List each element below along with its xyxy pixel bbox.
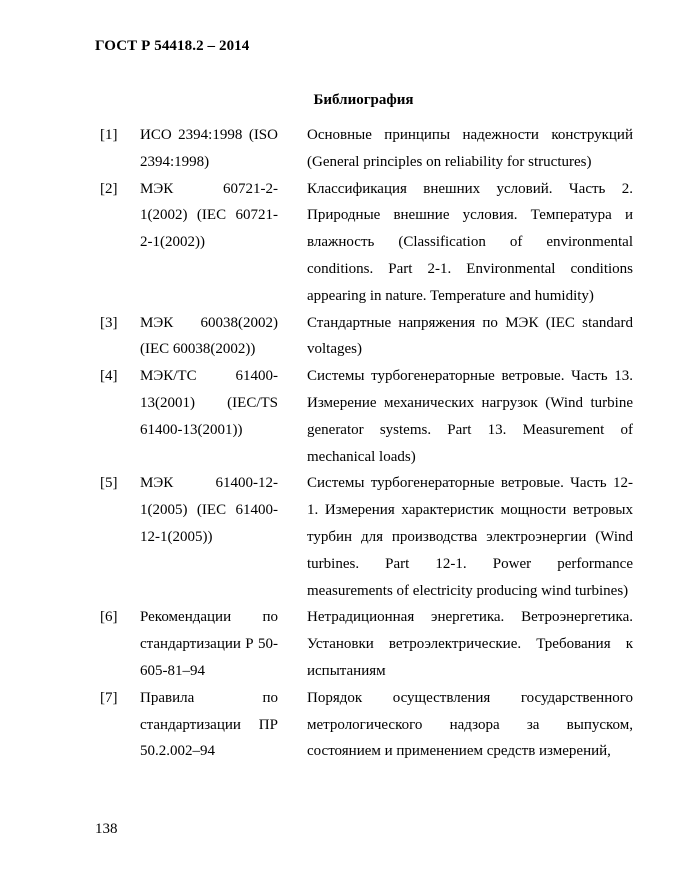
bibliography-entry: [0, 604, 680, 684]
bibliography-list: [0, 122, 680, 765]
entry-number: [6]: [100, 609, 118, 626]
bibliography-entry: [0, 122, 680, 176]
entry-designation: ИСО 2394:1998 (ISO 2394:1998): [140, 127, 278, 170]
entry-description: Системы турбогенераторные ветровые. Часть 13. Измерение механических нагрузок (Wind turbine generator systems. Part 13. Measurement of mechanical loads): [307, 368, 633, 465]
entry-designation: Правила по стандартизации ПР 50.2.002–94: [140, 689, 278, 760]
entry-description: Нетрадиционная энергетика. Ветроэнергетика. Установки ветроэлектрические. Требования к испытаниям: [307, 609, 633, 679]
entry-designation: МЭК/ТС 61400-13(2001) (IEC/TS 61400-13(2001)): [140, 368, 278, 438]
entry-description: Классификация внешних условий. Часть 2. Природные внешние условия. Температура и влажность (Classification of environmental conditions. Part 2-1. Environmental conditions appearing in nature. Temperature and humidity): [307, 180, 633, 304]
entry-designation: МЭК 60721-2-1(2002) (IEC 60721-2-1(2002)): [140, 180, 278, 251]
entry-designation: Рекомендации по стандартизации Р 50-605-81–94: [140, 609, 278, 679]
entry-description: Системы турбогенераторные ветровые. Часть 12-1. Измерения характеристик мощности ветровых турбин для производства электроэнергии (Wind turbines. Part 12-1. Power performance measurements of electricity producing wind turbines): [307, 475, 633, 599]
entry-description: Основные принципы надежности конструкций (General principles on reliability for structures): [307, 127, 633, 170]
entry-number: [1]: [100, 127, 118, 143]
bibliography-title: Библиография: [313, 92, 414, 108]
bibliography-entry: [0, 176, 680, 310]
entry-description: Порядок осуществления государственного метрологического надзора за выпуском, состоянием и применением средств измерений,: [307, 689, 633, 760]
bibliography-entry: [0, 470, 680, 604]
bibliography-entry: [0, 685, 680, 765]
entry-number: [4]: [100, 368, 118, 385]
document-header: ГОСТ Р 54418.2 – 2014: [95, 38, 250, 54]
entry-description: Стандартные напряжения по МЭК (IEC standard voltages): [307, 314, 633, 358]
entry-designation: МЭК 61400-12-1(2005) (IEC 61400-12-1(2005)): [140, 475, 278, 545]
entry-number: [5]: [100, 475, 118, 492]
entry-number: [3]: [100, 314, 118, 331]
entry-number: [7]: [100, 689, 118, 706]
entry-number: [2]: [100, 180, 118, 197]
page-number: 138: [95, 821, 118, 837]
bibliography-entry: [0, 310, 680, 364]
entry-designation: МЭК 60038(2002) (IEC 60038(2002)): [140, 314, 278, 358]
bibliography-entry: [0, 363, 680, 470]
